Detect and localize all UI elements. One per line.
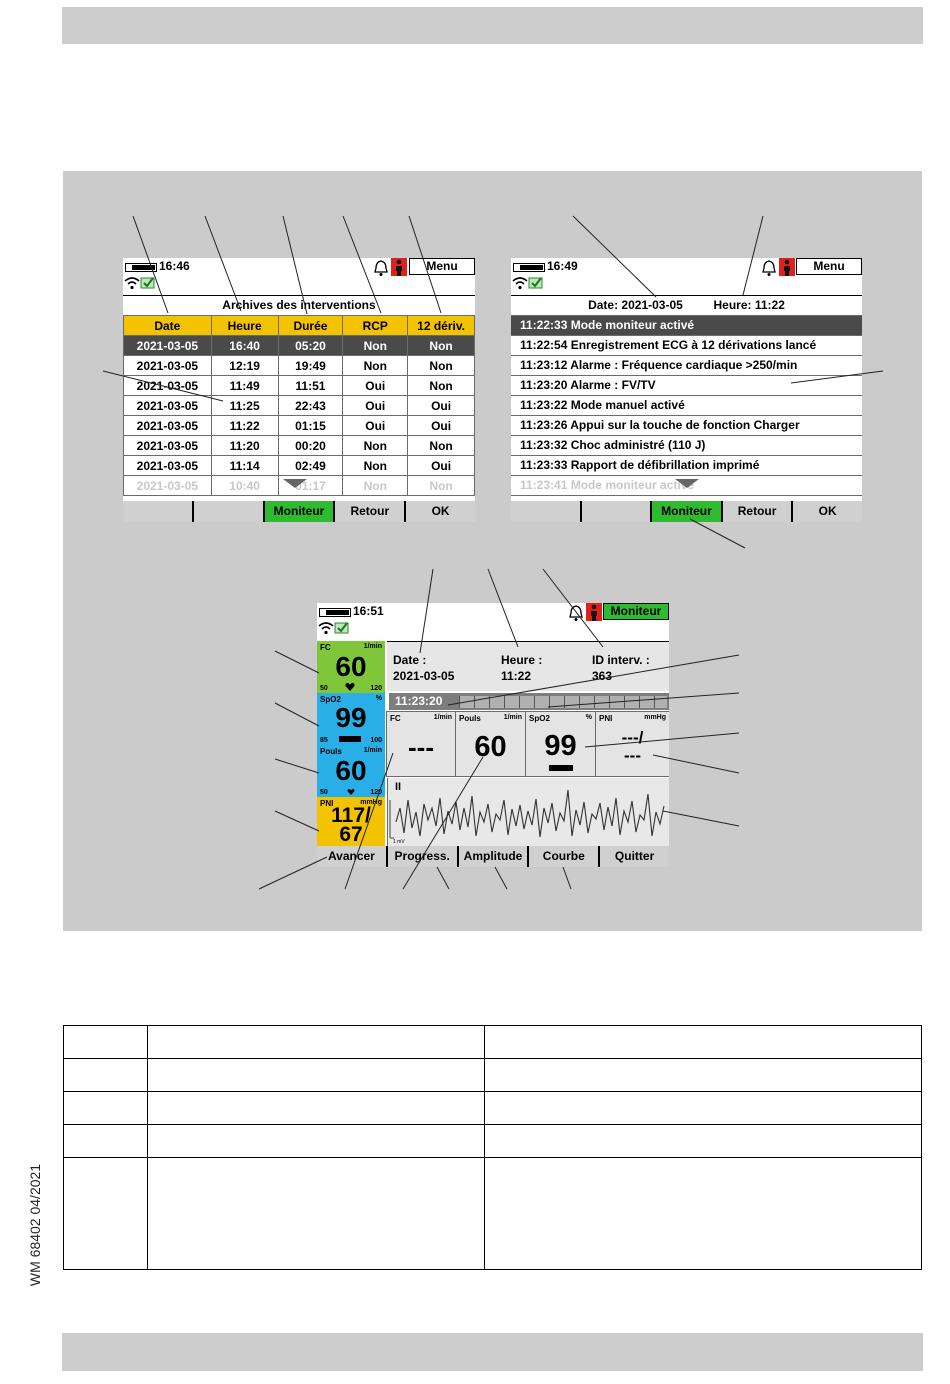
time-value: 11:22 bbox=[501, 669, 532, 683]
table-row[interactable]: 2021-03-05 10:40 01:17 Non Non bbox=[124, 476, 475, 496]
clock: 16:46 bbox=[159, 259, 190, 273]
pleth-bar bbox=[339, 736, 361, 742]
wifi-icon bbox=[124, 276, 140, 290]
pni-diastolic: 67 bbox=[339, 823, 363, 846]
device-check-icon bbox=[334, 619, 350, 635]
trend-pni: PNI mmHg ---/ --- bbox=[595, 712, 669, 776]
patient-icon bbox=[779, 258, 795, 276]
table-row[interactable]: 2021-03-05 12:19 19:49 Non Non bbox=[124, 356, 475, 376]
avancer-button[interactable]: Avancer bbox=[327, 849, 375, 863]
list-item[interactable]: 11:22:54 Enregistrement ECG à 12 dérivations lancé bbox=[511, 336, 862, 356]
table-row[interactable]: 2021-03-05 11:14 02:49 Non Oui bbox=[124, 456, 475, 476]
table-row[interactable]: 2021-03-05 11:25 22:43 Oui Oui bbox=[124, 396, 475, 416]
table-row[interactable]: 2021-03-05 11:49 11:51 Oui Non bbox=[124, 376, 475, 396]
wifi-icon bbox=[512, 276, 528, 290]
pouls-value: 60 bbox=[335, 755, 367, 786]
softkey-2[interactable] bbox=[192, 501, 263, 522]
softkey-bar bbox=[317, 846, 669, 867]
softkey-1[interactable] bbox=[511, 501, 580, 522]
screen-title: Archives des interventions bbox=[123, 295, 475, 315]
table-row bbox=[64, 1059, 922, 1092]
softkey-bar bbox=[511, 501, 862, 522]
timeline-bar[interactable] bbox=[389, 693, 669, 710]
spo2-value: 99 bbox=[335, 702, 367, 733]
col-duree: Durée bbox=[278, 316, 343, 336]
legend-table bbox=[63, 1025, 922, 1270]
timeline-ticks bbox=[459, 696, 667, 708]
bell-icon bbox=[373, 259, 389, 277]
status-bar bbox=[511, 258, 862, 293]
archive-screen bbox=[123, 258, 475, 522]
courbe-button[interactable]: Courbe bbox=[527, 846, 598, 867]
battery-icon bbox=[513, 263, 545, 272]
document-reference: WM 68402 04/2021 bbox=[27, 1163, 43, 1287]
table-row bbox=[64, 1026, 922, 1059]
page-header-bar bbox=[62, 7, 923, 44]
patient-icon bbox=[391, 258, 407, 276]
table-header-row bbox=[124, 316, 475, 336]
patient-icon bbox=[586, 603, 602, 621]
list-item[interactable]: 11:23:22 Mode manuel activé bbox=[511, 396, 862, 416]
col-date: Date bbox=[124, 316, 212, 336]
device-check-icon bbox=[528, 274, 544, 290]
status-bar bbox=[123, 258, 475, 293]
menu-button[interactable]: Menu bbox=[409, 258, 475, 275]
list-item[interactable]: 11:22:33 Mode moniteur activé bbox=[511, 316, 862, 336]
heart-icon bbox=[347, 789, 355, 795]
list-item[interactable]: 11:23:20 Alarme : FV/TV bbox=[511, 376, 862, 396]
retour-button[interactable]: Retour bbox=[333, 501, 404, 522]
pni-box: PNI mmHg 117/ 67 bbox=[317, 797, 385, 846]
trend-pouls: Pouls 1/min 60 bbox=[455, 712, 525, 776]
menu-button[interactable]: Menu bbox=[796, 258, 862, 275]
moniteur-button[interactable]: Moniteur bbox=[650, 501, 721, 522]
battery-icon bbox=[319, 608, 351, 617]
battery-icon bbox=[125, 263, 157, 272]
table-row[interactable]: 2021-03-05 16:40 05:20 Non Non bbox=[124, 336, 475, 356]
table-row bbox=[64, 1158, 922, 1270]
pouls-box: Pouls 1/min 60 50 120 bbox=[317, 745, 385, 797]
softkey-bar bbox=[123, 501, 475, 522]
ecg-marker: II bbox=[395, 781, 402, 793]
trend-spo2: SpO2 % 99 bbox=[525, 712, 595, 776]
table-row[interactable]: 2021-03-05 11:22 01:15 Oui Oui bbox=[124, 416, 475, 436]
ok-button[interactable]: OK bbox=[404, 501, 475, 522]
fc-value: 60 bbox=[335, 651, 367, 682]
monitor-review-screen bbox=[317, 603, 669, 867]
timeline-position: 11:23:20 bbox=[395, 694, 443, 708]
col-heure: Heure bbox=[211, 316, 278, 336]
spo2-box: SpO2 % 99 85 100 bbox=[317, 693, 385, 745]
retour-button[interactable]: Retour bbox=[721, 501, 792, 522]
softkey-2[interactable] bbox=[580, 501, 651, 522]
clock: 16:49 bbox=[547, 259, 578, 273]
wifi-icon bbox=[318, 621, 334, 635]
list-item[interactable]: 11:23:32 Choc administré (110 J) bbox=[511, 436, 862, 456]
status-bar bbox=[317, 603, 669, 638]
pleth-bar bbox=[549, 765, 573, 771]
ecg-scale: 1 mV bbox=[393, 839, 405, 845]
moniteur-button[interactable]: Moniteur bbox=[263, 501, 334, 522]
trend-values bbox=[386, 711, 669, 777]
table-row bbox=[64, 1125, 922, 1158]
ecg-waveform bbox=[388, 778, 668, 846]
mode-indicator: Moniteur bbox=[603, 603, 669, 620]
bell-icon bbox=[761, 259, 777, 277]
archive-table bbox=[123, 315, 475, 496]
amplitude-button[interactable]: Amplitude bbox=[457, 846, 528, 867]
softkey-1[interactable] bbox=[123, 501, 192, 522]
clock: 16:51 bbox=[353, 604, 384, 618]
scroll-down-icon[interactable] bbox=[675, 479, 699, 488]
table-row bbox=[64, 1092, 922, 1125]
heart-icon bbox=[345, 683, 355, 691]
scroll-down-icon[interactable] bbox=[283, 479, 307, 488]
pni-systolic: 117/ bbox=[331, 804, 371, 827]
date-value: 2021-03-05 bbox=[393, 669, 455, 683]
table-row[interactable]: 2021-03-05 11:20 00:20 Non Non bbox=[124, 436, 475, 456]
ok-button[interactable]: OK bbox=[791, 501, 862, 522]
page-footer-bar bbox=[62, 1333, 923, 1371]
list-item[interactable]: 11:23:26 Appui sur la touche de fonction Charger bbox=[511, 416, 862, 436]
ecg-panel bbox=[387, 778, 669, 846]
list-item[interactable]: 11:23:33 Rapport de défibrillation imprimé bbox=[511, 456, 862, 476]
list-item[interactable]: 11:23:12 Alarme : Fréquence cardiaque >250/min bbox=[511, 356, 862, 376]
event-date: Date: 2021-03-05 bbox=[588, 298, 683, 312]
progress-button[interactable]: Progress. bbox=[386, 846, 457, 867]
figure-panel bbox=[63, 171, 922, 931]
id-value: 363 bbox=[592, 669, 613, 683]
event-list bbox=[511, 315, 862, 492]
col-rcp: RCP bbox=[343, 316, 408, 336]
col-12deriv: 12 dériv. bbox=[408, 316, 475, 336]
list-item[interactable]: 11:23:41 Mode moniteur activé bbox=[511, 476, 862, 496]
intervention-info: Date : 2021-03-05 Heure : 11:22 ID interv. : 363 bbox=[387, 641, 669, 691]
bell-icon bbox=[568, 604, 584, 622]
trend-fc: FC 1/min --- bbox=[386, 712, 455, 776]
event-log-screen bbox=[511, 258, 862, 522]
quitter-button[interactable]: Quitter bbox=[598, 846, 669, 867]
device-check-icon bbox=[140, 274, 156, 290]
fc-box: FC 1/min 60 50 120 bbox=[317, 641, 385, 693]
event-time: Heure: 11:22 bbox=[713, 298, 785, 312]
event-header bbox=[511, 295, 862, 315]
